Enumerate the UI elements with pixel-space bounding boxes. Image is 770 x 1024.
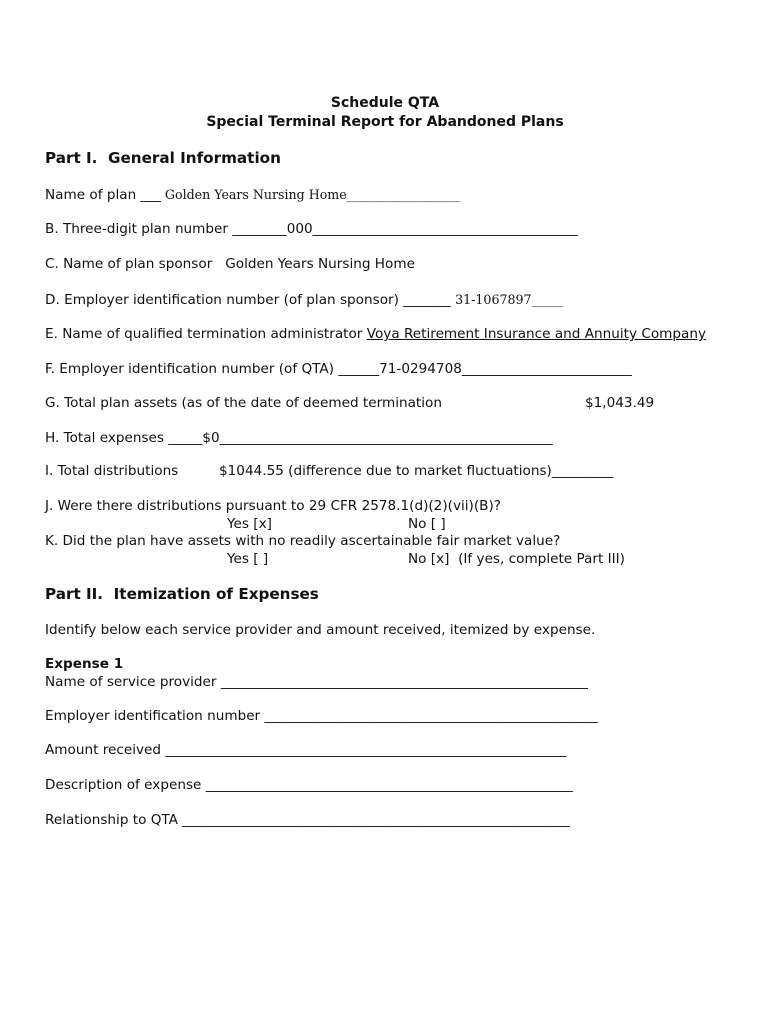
expense-description-line: Description of expense ______________________________________________________ <box>45 777 573 793</box>
sponsor-ein-label: D. Employer identification number (of plan sponsor) _______ <box>45 292 456 308</box>
distributions-no: No [ ] <box>408 516 446 532</box>
distributions-question: J. Were there distributions pursuant to 29 CFR 2578.1(d)(2)(vii)(B)? <box>45 498 501 514</box>
plan-name-line <box>45 186 460 204</box>
plan-name-value: Golden Years Nursing Home__________________ <box>160 187 461 202</box>
expense-ein-line: Employer identification number _________________________________________________ <box>45 708 598 724</box>
part2-heading: Part II. Itemization of Expenses <box>45 585 319 603</box>
total-assets-line: G. Total plan assets (as of the date of deemed termination <box>45 395 442 411</box>
qta-name-line <box>45 326 706 343</box>
qta-name-value: Voya Retirement Insurance and Annuity Company <box>366 326 707 342</box>
service-provider-line: Name of service provider ______________________________________________________ <box>45 674 588 690</box>
sponsor-ein-value: 31-1067897_____ <box>455 292 563 307</box>
distributions-yes: Yes [x] <box>227 516 272 532</box>
assets-no: No [x] (If yes, complete Part III) <box>408 551 625 567</box>
total-distributions-value: $1044.55 (difference due to market fluctuations)_________ <box>219 463 614 479</box>
plan-sponsor-line: C. Name of plan sponsor Golden Years Nursing Home <box>45 256 415 272</box>
qta-name-label: E. Name of qualified termination administrator <box>45 326 367 342</box>
assets-yes: Yes [ ] <box>227 551 269 567</box>
total-expenses-line: H. Total expenses _____$0_________________________________________________ <box>45 430 553 446</box>
form-subtitle: Special Terminal Report for Abandoned Plans <box>206 114 564 130</box>
sponsor-ein-line <box>45 291 563 309</box>
assets-question: K. Did the plan have assets with no readily ascertainable fair market value? <box>45 533 561 549</box>
form-title: Schedule QTA <box>330 95 440 111</box>
plan-number-line: B. Three-digit plan number ________000_______________________________________ <box>45 221 578 237</box>
amount-received-line: Amount received ___________________________________________________________ <box>45 742 567 758</box>
relationship-line: Relationship to QTA _________________________________________________________ <box>45 812 570 828</box>
total-distributions-line: I. Total distributions <box>45 463 179 479</box>
qta-ein-line: F. Employer identification number (of QTA) ______71-0294708_________________________ <box>45 361 632 377</box>
total-assets-value: $1,043.49 <box>585 395 655 411</box>
expense-title: Expense 1 <box>45 656 124 672</box>
part1-heading: Part I. General Information <box>45 149 281 167</box>
plan-name-label: Name of plan ___ <box>45 187 161 203</box>
part2-instructions: Identify below each service provider and amount received, itemized by expense. <box>45 622 596 638</box>
